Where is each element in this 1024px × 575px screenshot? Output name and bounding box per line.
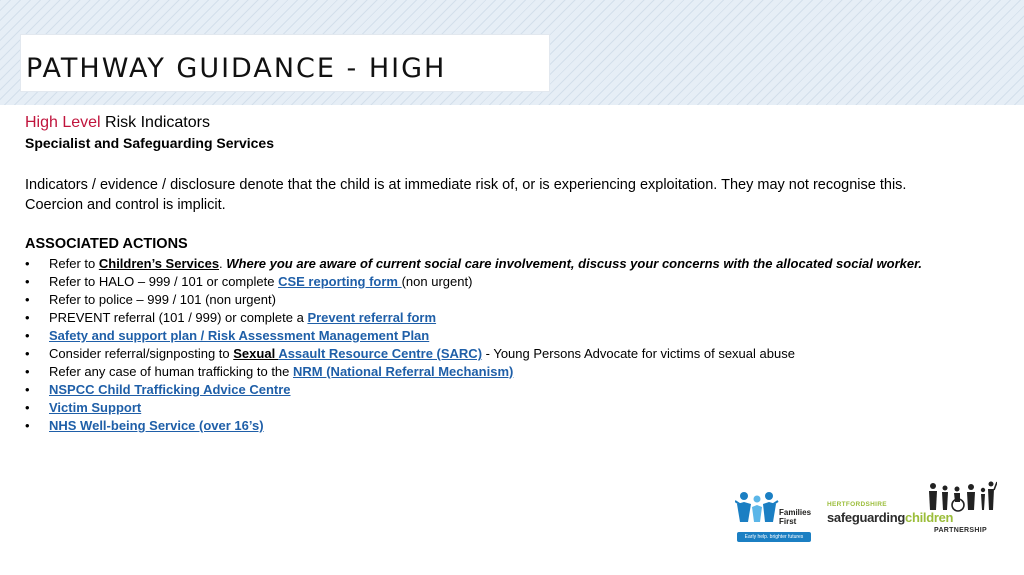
list-item [25,255,965,273]
item-text: Refer to police – 999 / 101 (non urgent) [49,292,276,307]
actions-list [25,255,965,435]
item-emphasis: Where you are aware of current social care involvement, discuss your concerns with the allocated social worker. [226,256,923,271]
bullet: • [25,256,30,271]
hscp-partnership: PARTNERSHIP [934,527,987,534]
bullet: • [25,292,30,307]
page-title: PATHWAY GUIDANCE - HIGH [26,53,447,84]
list-item [25,345,965,363]
list-item [25,309,965,327]
item-text: - Young Persons Advocate for victims of sexual abuse [482,346,795,361]
main-content [25,112,965,435]
childrens-services-link[interactable]: Children’s Services [98,256,220,271]
list-item [25,399,965,417]
families-first-line2: First [779,517,797,526]
families-first-tagline: Early help. brighter futures [737,532,811,542]
item-text: PREVENT referral (101 / 999) or complete a [49,310,308,325]
families-first-logo [735,490,815,540]
cse-reporting-form-link[interactable]: CSE reporting form [278,274,402,289]
bullet: • [25,364,30,379]
hscp-wordmark [827,510,953,525]
list-item [25,327,965,345]
families-first-figures-icon [735,490,779,524]
list-item [25,273,965,291]
hscp-logo [827,480,1002,540]
item-text: Refer to [49,256,99,271]
prevent-referral-form-link[interactable]: Prevent referral form [307,310,437,325]
bullet: • [25,274,30,289]
safety-support-plan-link[interactable]: Safety and support plan / Risk Assessment Management Plan [49,328,430,343]
nspcc-link[interactable]: NSPCC Child Trafficking Advice Centre [49,382,291,397]
nrm-link[interactable]: NRM (National Referral Mechanism) [293,364,514,379]
people-figures-icon [927,480,997,512]
item-text: . [219,256,227,271]
item-text: Refer any case of human trafficking to the [49,364,294,379]
sexual-link[interactable]: Sexual [233,346,279,361]
partner-logos [735,480,1005,540]
families-first-line1: Families [779,508,812,517]
bullet: • [25,346,30,361]
list-item [25,291,965,309]
bullet: • [25,328,30,343]
bullet: • [25,418,30,433]
families-first-name [779,508,811,526]
indicators-paragraph: Indicators / evidence / disclosure denote that the child is at immediate risk of, or is experiencing exploitation. They may not recognise this. Coercion and control is implicit. [25,177,907,213]
hscp-county: HERTFORDSHIRE [827,501,887,508]
item-text: (non urgent) [401,274,473,289]
item-text: Consider referral/signposting to [49,346,234,361]
nhs-wellbeing-link[interactable]: NHS Well-being Service (over 16’s) [49,418,264,433]
hscp-children: children [905,510,954,525]
list-item [25,381,965,399]
list-item [25,417,965,435]
risk-indicators-label: Risk Indicators [100,114,210,131]
hscp-safeguarding: safeguarding [827,510,906,525]
bullet: • [25,310,30,325]
victim-support-link[interactable]: Victim Support [49,400,142,415]
bullet: • [25,382,30,397]
actions-heading: ASSOCIATED ACTIONS [25,236,188,252]
item-text: Refer to HALO – 999 / 101 or complete [49,274,279,289]
header-banner [0,0,1024,105]
risk-level-heading [25,112,965,133]
list-item [25,363,965,381]
services-subheading: Specialist and Safeguarding Services [25,135,274,151]
risk-level-label: High Level [25,114,101,131]
bullet: • [25,400,30,415]
sarc-link[interactable]: Assault Resource Centre (SARC) [278,346,483,361]
title-box [20,34,550,92]
